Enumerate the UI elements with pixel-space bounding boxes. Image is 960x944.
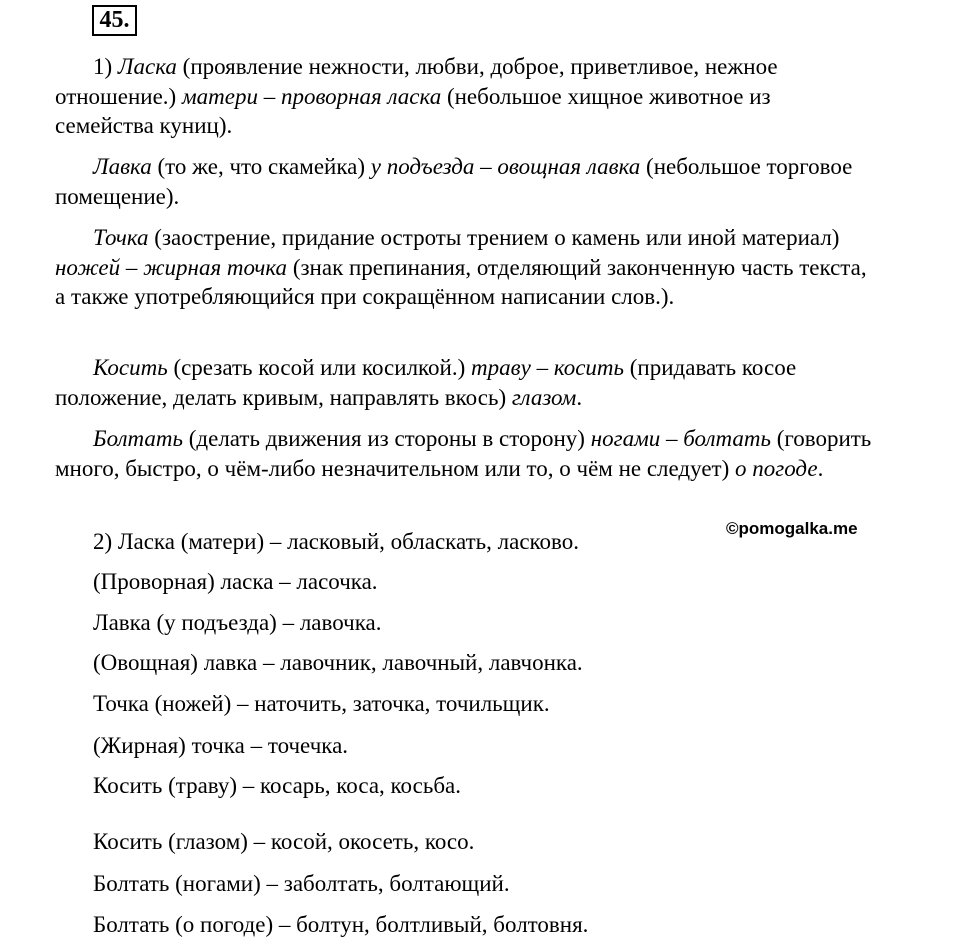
definition-1: (срезать косой или косилкой.) (167, 355, 472, 380)
paragraph-boltat (55, 424, 875, 483)
paragraph-tail: . (576, 384, 583, 410)
derivation-line: (Проворная) ласка – ласочка. (93, 569, 378, 594)
paragraph-kosit (55, 353, 875, 412)
paragraph-tail: . (817, 455, 824, 481)
example-kosit: траву – косить (471, 355, 625, 380)
derivation-line: (Овощная) лавка – лавочник, лавочный, лавчонка. (93, 650, 583, 675)
word-tochka: Точка (93, 225, 149, 250)
paragraph-lavka (55, 152, 875, 211)
example-kosit-2: глазом (511, 384, 577, 410)
definition-1: (проявление нежности, любви, доброе, приветливое, нежное отношение.) (55, 54, 778, 109)
definition-2: (придавать косое положение, делать кривым, направлять вкось) (55, 355, 797, 410)
definition-1: (заострение, придание остроты трением о камень или иной материал) (148, 225, 840, 250)
derivation-line: Лавка (у подъезда) – лавочка. (93, 610, 382, 635)
exercise-number: 45. (92, 5, 137, 36)
paragraph-tochka (55, 223, 875, 312)
example-laska: матери – проворная ласка (181, 83, 442, 109)
derivation-line: (Жирная) точка – точечка. (93, 733, 349, 758)
definition-1: (делать движения из стороны в сторону) (183, 426, 591, 451)
example-boltat: ногами – болтать (590, 426, 771, 451)
definition-2: (говорить много, быстро, о чём-либо незначительном или то, о чём не следует) (55, 426, 872, 481)
derivation-line: Косить (траву) – косарь, коса, косьба. (93, 773, 461, 798)
word-laska: Ласка (117, 54, 177, 79)
word-kosit: Косить (93, 355, 168, 380)
example-boltat-2: о погоде (735, 455, 818, 481)
definition-2: (небольшое хищное животное из семейства куниц). (55, 83, 771, 138)
definition-2: (знак препинания, отделяющий законченную часть текста, а также употребляющийся при сокращённом написании слов.). (55, 254, 867, 309)
example-tochka: ножей – жирная точка (55, 254, 288, 280)
derivation-line: Болтать (ногами) – заболтать, болтающий. (93, 871, 510, 896)
paragraph-laska (55, 52, 875, 141)
word-lavka: Лавка (93, 154, 152, 179)
watermark: ©pomogalka.me (726, 519, 858, 538)
definition-2: (небольшое торговое помещение). (55, 154, 853, 209)
derivation-line: 2) Ласка (матери) – ласковый, обласкать, ласково. (93, 529, 579, 554)
definition-1: (то же, что скамейка) (151, 154, 371, 179)
paragraph-lead: 1) (93, 54, 118, 79)
example-lavka: у подъезда – овощная лавка (370, 154, 641, 179)
word-boltat: Болтать (93, 426, 183, 451)
derivation-line: Болтать (о погоде) – болтун, болтливый, болтовня. (93, 912, 589, 937)
derivation-line: Точка (ножей) – наточить, заточка, точильщик. (93, 691, 550, 716)
derivation-line: Косить (глазом) – косой, окосеть, косо. (93, 829, 475, 854)
